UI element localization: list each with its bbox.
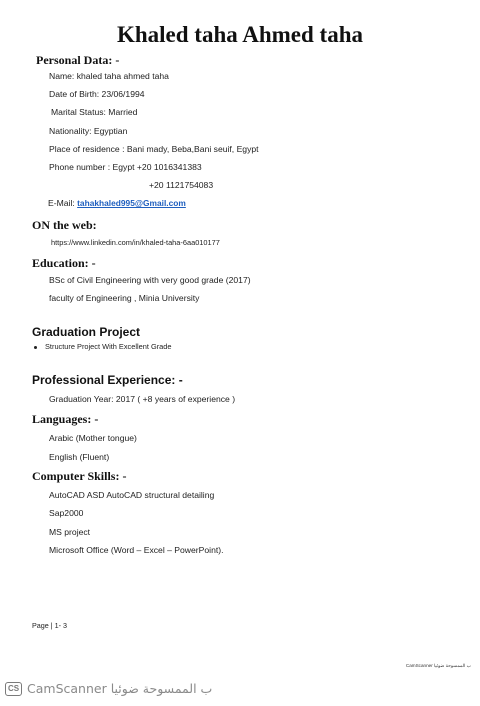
email-line: [48, 198, 186, 208]
experience-line: Graduation Year: 2017 ( +8 years of experience ): [49, 394, 236, 404]
experience-heading: Professional Experience: -: [32, 373, 183, 387]
education-faculty: faculty of Engineering , Minia University: [49, 293, 200, 303]
skills-heading: Computer Skills: -: [32, 469, 127, 483]
residence-line: Place of residence : Bani mady, Beba,Bani seuif, Egypt: [49, 144, 259, 154]
phone-line-2: +20 1121754083: [149, 180, 214, 190]
education-heading: Education: -: [32, 256, 96, 270]
education-degree: BSc of Civil Engineering with very good grade (2017): [49, 275, 251, 285]
name-line: Name: khaled taha ahmed taha: [49, 71, 169, 81]
phone-line-1: Phone number : Egypt +20 1016341383: [49, 162, 202, 172]
scanner-watermark-small: CamScanner ب الممسوحة ضوئيا: [405, 663, 471, 668]
bullet-icon: [34, 346, 37, 349]
web-heading: ON the web:: [32, 218, 97, 232]
email-link[interactable]: tahakhaled995@Gmail.com: [77, 198, 186, 208]
skill-item: Sap2000: [49, 508, 84, 518]
camscanner-logo-icon: CS: [5, 682, 22, 696]
camscanner-watermark: CamScanner ب الممسوحة ضوئيا: [27, 681, 213, 696]
personal-data-heading: Personal Data: -: [36, 53, 120, 67]
skill-item: AutoCAD ASD AutoCAD structural detailing: [49, 490, 215, 500]
graduation-bullet: Structure Project With Excellent Grade: [45, 342, 172, 351]
cv-title: Khaled taha Ahmed taha: [116, 22, 363, 47]
page-number: Page | 1- 3: [32, 621, 68, 630]
graduation-heading: Graduation Project: [32, 325, 141, 339]
skill-item: Microsoft Office (Word – Excel – PowerPoint).: [49, 545, 224, 555]
languages-heading: Languages: -: [32, 412, 99, 426]
dob-line: Date of Birth: 23/06/1994: [49, 89, 145, 99]
language-item: English (Fluent): [49, 452, 110, 462]
email-label: E-Mail:: [48, 198, 78, 208]
linkedin-url[interactable]: https://www.linkedin.com/in/khaled-taha-6aa010177: [51, 238, 220, 247]
marital-line: Marital Status: Married: [51, 107, 138, 117]
language-item: Arabic (Mother tongue): [49, 433, 137, 443]
skill-item: MS project: [49, 527, 91, 537]
nationality-line: Nationality: Egyptian: [49, 126, 128, 136]
